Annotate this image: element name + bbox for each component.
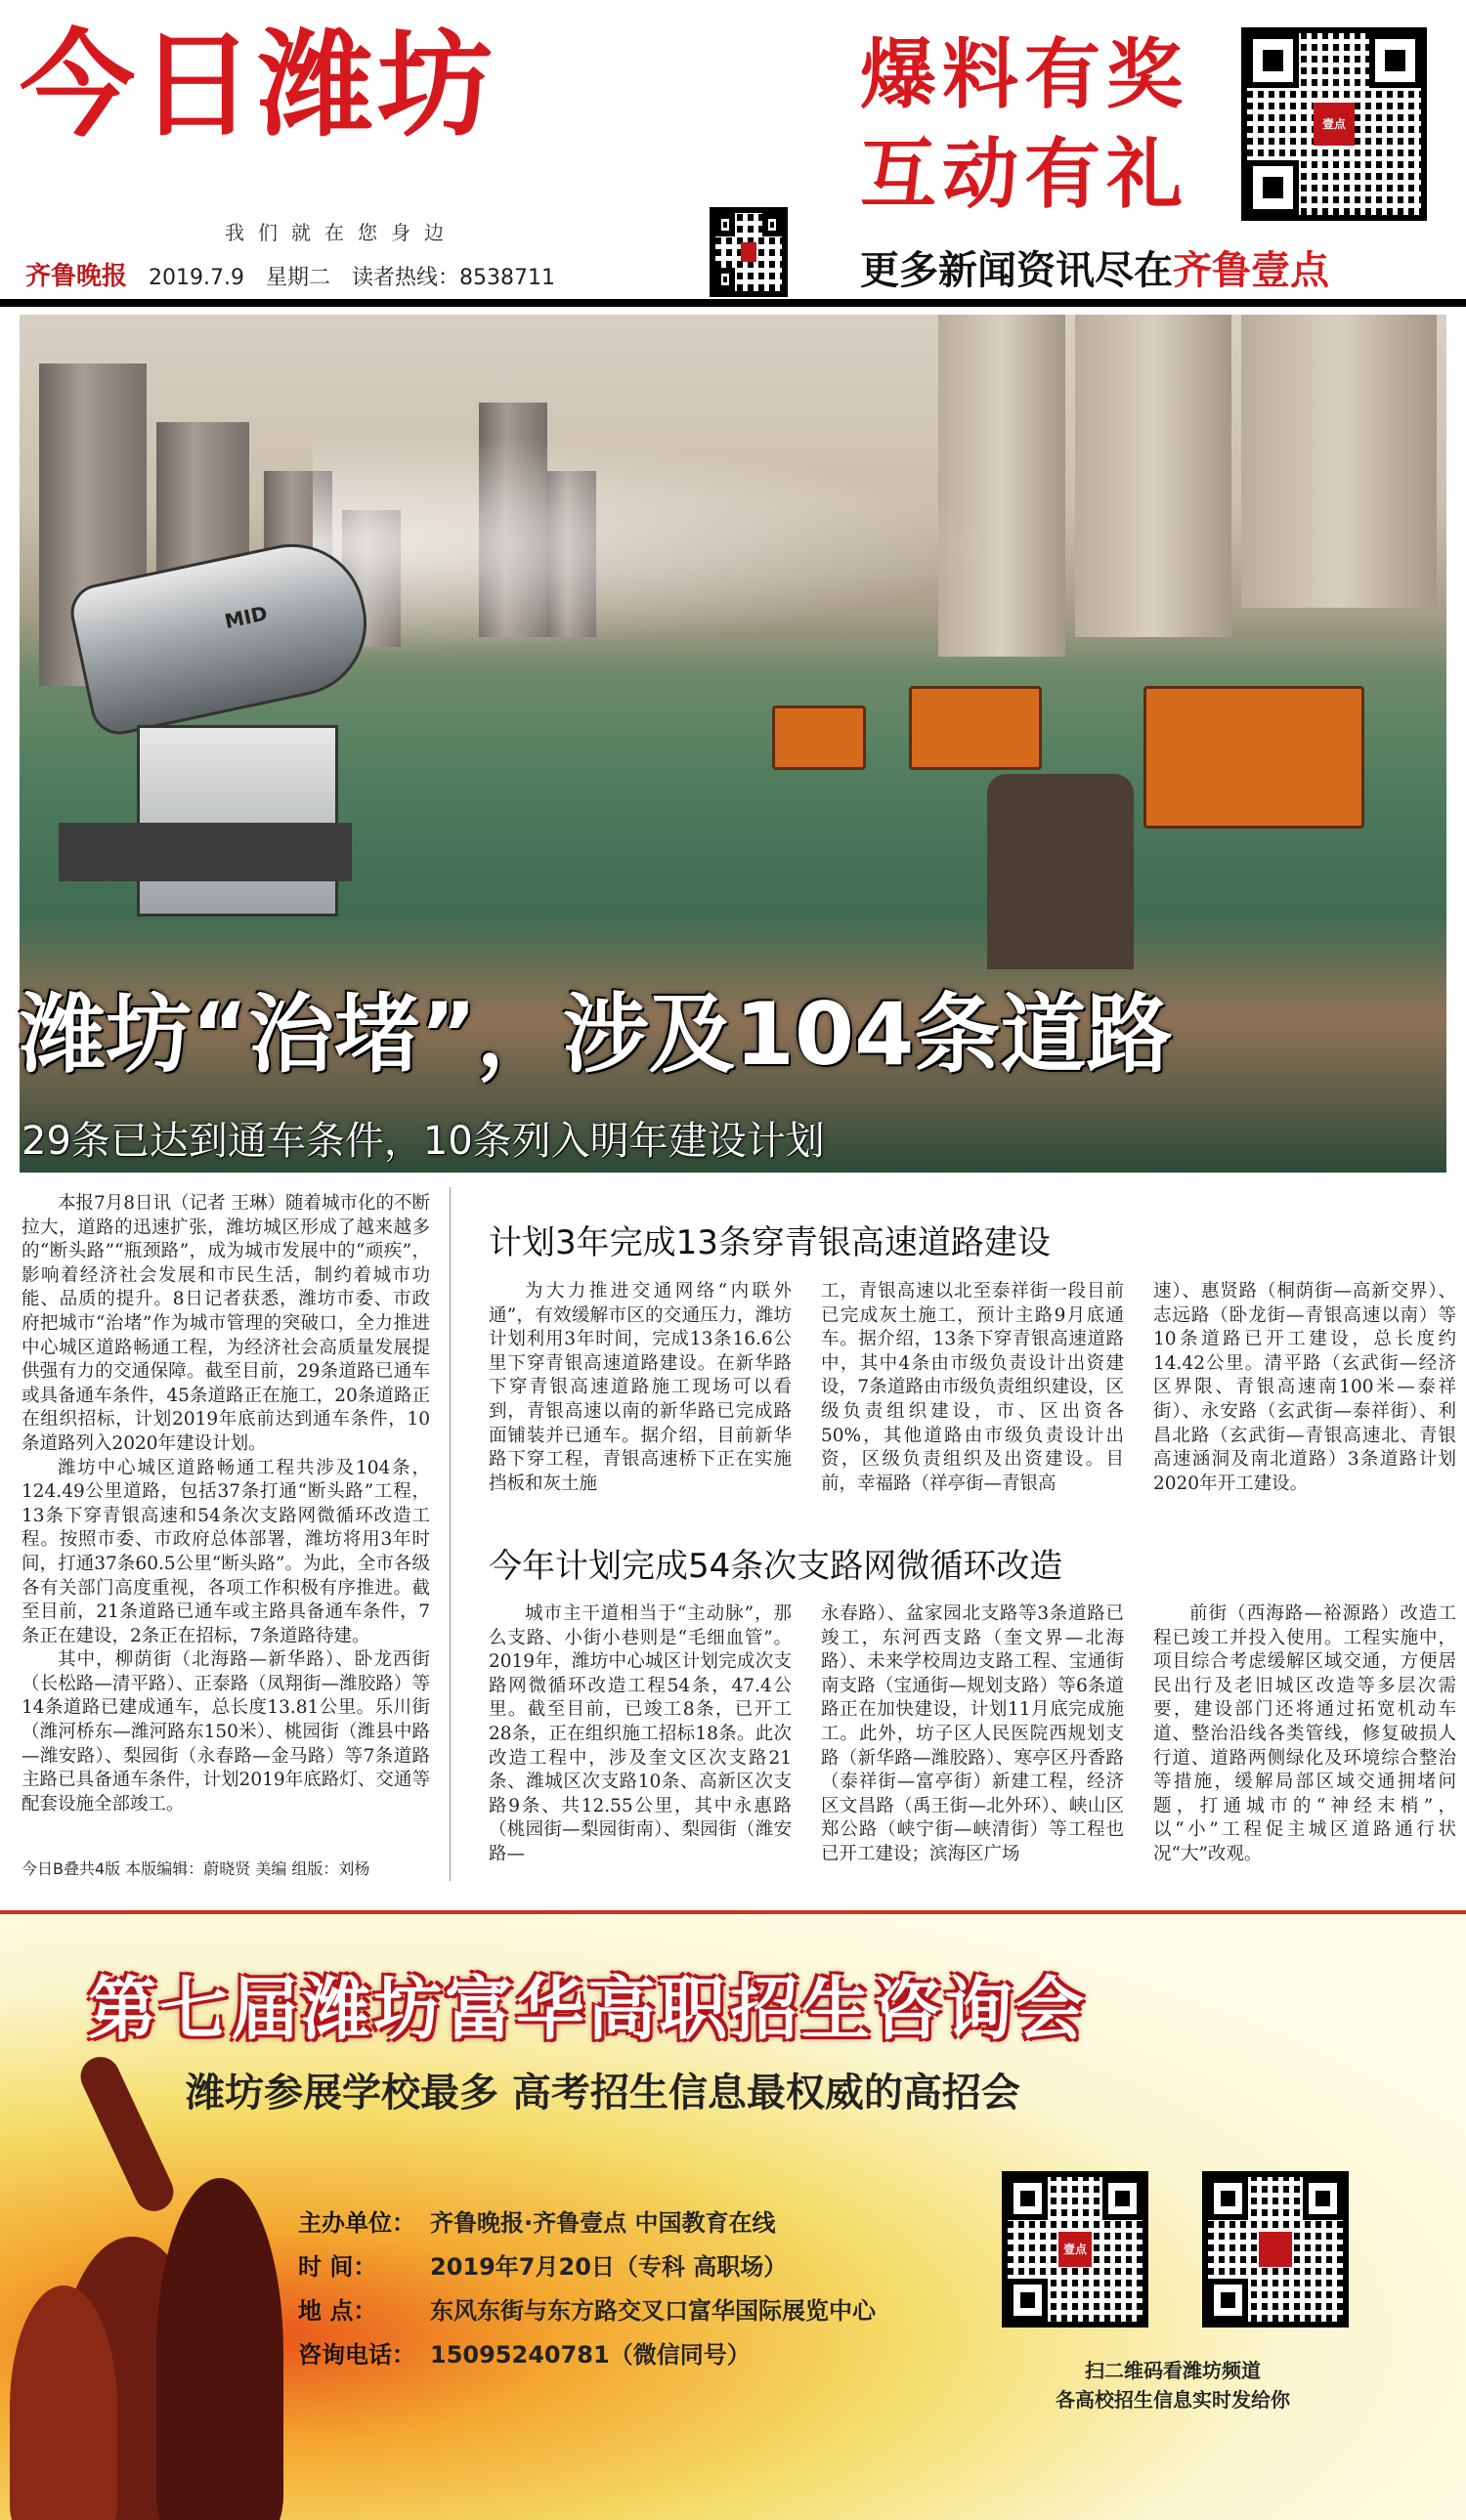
promo-line3-prefix: 更多新闻资讯尽在	[860, 248, 1173, 293]
ad-info-label: 地 点：	[298, 2297, 377, 2325]
column-divider	[450, 1187, 451, 1881]
dump-truck	[1143, 686, 1364, 829]
section2-column: 城市主干道相当于“主动脉”，那么支路、小街小巷则是“毛细血管”。2019年，潍坊中心城区计划完成次支路网微循环改造工程54条，47.4公里。截至目前，已竣工8条，已开工28条，正在组织施工招标18条。此次改造工程中，涉及奎文区次支路21条、潍城区次支路10条、高新区次支路9条、共12.55公里，其中永惠路（桃园街—梨园街南）、梨园街（潍安路—	[489, 1603, 792, 1864]
ad-title: 第七届潍坊富华高职招生咨询会	[88, 1969, 1087, 2049]
ad-info-value: 2019年7月20日（专科 高职场）	[430, 2253, 788, 2281]
dump-truck	[772, 705, 866, 770]
ad-info-row	[298, 2335, 751, 2370]
crowd-silhouette	[10, 2285, 117, 2520]
ad-subtitle: 潍坊参展学校最多 高考招生信息最权威的高招会	[186, 2071, 1020, 2115]
lead-story	[22, 1192, 430, 1816]
qr-logo	[741, 242, 756, 261]
ad-info-row	[298, 2203, 775, 2238]
qr-logo	[1259, 2232, 1291, 2267]
qr-logo: 壹点	[1314, 103, 1356, 147]
ad-info-row	[298, 2247, 787, 2282]
dateline	[25, 256, 555, 292]
dump-truck	[909, 686, 1042, 770]
main-subheadline: 29条已达到通车条件，10条列入明年建设计划	[22, 1119, 825, 1164]
qr-caption-line2: 各高校招生信息实时发给你	[1056, 2388, 1290, 2412]
lead-paragraph: 本报7月8日讯（记者 王琳）随着城市化的不断拉大，道路的迅速扩张，潍坊城区形成了越来越多的“断头路”“瓶颈路”，成为城市发展中的“顽疾”，影响着经济社会发展和市民生活，制约着城市功能、品质的提升。8日记者获悉，潍坊市委、市政府把城市“治堵”作为城市管理的突破口，全力推进中心城区道路畅通工程，为经济社会高质量发展提供强有力的交通保障。截至目前，29条道路已通车或具备通车条件，45条道路正在施工，20条道路正在组织招标，计划2019年底前达到通车条件，10条道路列入2020年建设计划。	[22, 1193, 430, 1454]
promo-qr-code[interactable]	[1241, 27, 1427, 221]
ad-info-value: 15095240781（微信同号）	[430, 2341, 751, 2369]
promo-line2: 互动有礼	[860, 131, 1189, 219]
section1-column: 为大力推进交通网络“内联外通”，有效缓解市区的交通压力，潍坊计划利用3年时间，完成13条16.6公里下穿青银高速道路建设。在新华路下穿青银高速道路施工现场可以看到，青银高速以南的新华路已完成路面铺装并已通车。据介绍，目前新华路下穿工程，青银高速桥下正在实施挡板和灰土施	[489, 1281, 792, 1494]
section2-column: 永春路）、盆家园北支路等3条道路已竣工，东河西支路（奎文界—北海路）、未来学校周边支路工程、宝通街南支路（宝通街—规划支路）等6条道路正在加快建设，计划11月底完成施工。此外，坊子区人民医院西规划支路（新华路—潍胶路）、寒亭区丹香路（泰祥街—富亭街）新建工程，经济区文昌路（禹王街—北外环）、峡山区郑公路（峡宁街—峡清街）等工程也已开工建设；滨海区广场	[821, 1603, 1124, 1864]
masthead-rule	[0, 299, 1466, 307]
ad-info-value: 齐鲁晚报·齐鲁壹点 中国教育在线	[430, 2209, 776, 2237]
promo-line3	[860, 239, 1329, 295]
crowd-silhouette	[156, 2178, 283, 2520]
ad-info-label: 主办单位：	[298, 2209, 415, 2237]
main-headline: 潍坊“治堵”，涉及104条道路	[20, 984, 1173, 1085]
issue-date: 2019.7.9	[149, 266, 244, 290]
promo-line3-brand: 齐鲁壹点	[1173, 248, 1329, 293]
qr-logo: 壹点	[1058, 2232, 1091, 2267]
issue-weekday: 星期二	[265, 266, 330, 290]
ad-qr-code-yidian[interactable]	[1002, 2171, 1148, 2328]
section1-heading: 计划3年完成13条穿青银高速道路建设	[489, 1223, 1051, 1262]
masthead-slogan: 我们就在您身边	[225, 221, 457, 244]
paper-name: 齐鲁晚报	[25, 262, 128, 291]
section1-column: 工，青银高速以北至泰祥街一段目前已完成灰土施工，预计主路9月底通车。据介绍，13条下穿青银高速道路中，其中4条由市级负责设计出资建设，7条道路由市级负责组织建设，区级负责组织建设，市、区出资各50%，其他道路由市级负责设计出资，区级负责组织及出资建设。目前，幸福路（祥亭街—青银高	[821, 1281, 1124, 1494]
masthead-qr-code[interactable]	[710, 207, 788, 297]
promo-line1: 爆料有奖	[860, 31, 1189, 119]
reader-hotline: 读者热线：8538711	[352, 266, 555, 290]
fog-cannon-label: MID	[222, 601, 270, 633]
section1-column: 速）、惠贤路（桐荫街—高新交界）、志远路（卧龙街—青银高速以南）等10条道路已开工建设，总长度约14.42公里。清平路（玄武街—经济区界限、青银高速南100米—泰祥街）、永安路（玄武街—泰祥街）、利昌北路（玄武街—青银高速北、青银高速涵洞及南北道路）3条道路计划2020年开工建设。	[1153, 1281, 1456, 1494]
lead-paragraph: 潍坊中心城区道路畅通工程共涉及104条，124.49公里道路，包括37条打通“断头路”工程，13条下穿青银高速和54条次支路网微循环改造工程。按照市委、市政府总体部署，潍坊将用3年时间，打通37条60.5公里“断头路”。为此，全市各级各有关部门高度重视，各项工作积极有序推进。截至目前，21条道路已通车或主路具备通车条件，7条正在建设，2条正在招标，7条道路待建。	[22, 1457, 430, 1646]
page-credit: 今日B叠共4版 本版编辑：蔚晓贤 美编 组版：刘杨	[22, 1859, 370, 1878]
ad-info-value: 东风东街与东方路交叉口富华国际展览中心	[430, 2297, 876, 2325]
ad-qr-code-channel[interactable]	[1202, 2171, 1349, 2328]
section2-column: 前街（西海路—裕源路）改造工程已竣工并投入使用。工程实施中，项目综合考虑缓解区域交通，方便居民出行及老旧城区改造等多层次需要，建设部门还将通过拓宽机动车道、整治沿线各类管线，修复破损人行道、道路两侧绿化及环境综合整治等措施，缓解局部区域交通拥堵问题，打通城市的“神经末梢”，以“小”工程促主城区道路通行状况“大”改观。	[1153, 1603, 1456, 1864]
masthead-title: 今日潍坊	[20, 18, 497, 152]
lead-paragraph: 其中，柳荫街（北海路—新华路）、卧龙西街（长松路—清平路）、正泰路（凤翔街—潍胶路）等14条道路已建成通车，总长度13.81公里。乐川街（潍河桥东—潍河路东150米）、桃园街（潍县中路—潍安路）、梨园街（永春路—金马路）等7条道路主路已具备通车条件，计划2019年底路灯、交通等配套设施全部竣工。	[22, 1649, 430, 1815]
ad-info-row	[298, 2291, 876, 2326]
ad-info-label: 时 间：	[298, 2253, 377, 2281]
ad-info-label: 咨询电话：	[298, 2341, 415, 2369]
qr-caption-line1: 扫二维码看潍坊频道	[1085, 2359, 1261, 2382]
section2-heading: 今年计划完成54条次支路网微循环改造	[489, 1547, 1063, 1586]
